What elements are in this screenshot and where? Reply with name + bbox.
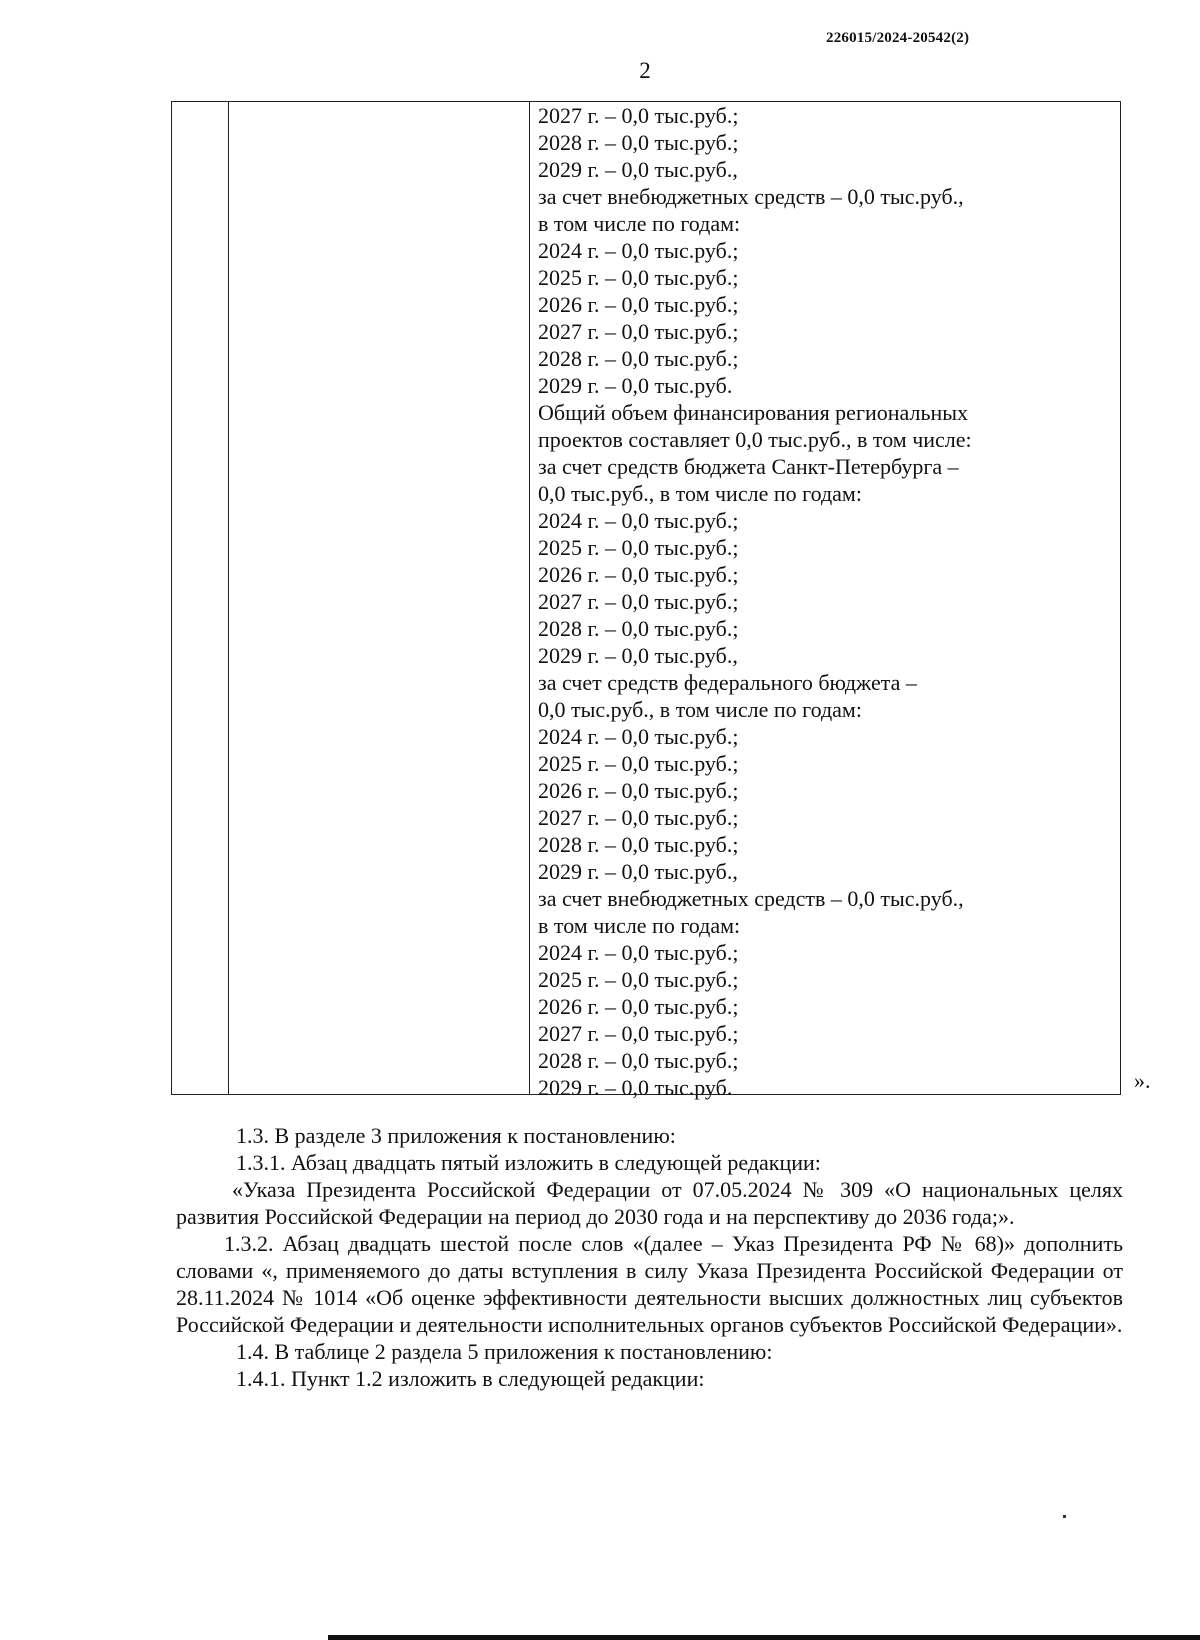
table-cell-line: 2028 г. – 0,0 тыс.руб.;	[538, 832, 739, 857]
table-column-divider-1	[228, 102, 229, 1094]
financing-table	[171, 101, 1121, 1100]
table-cell-line: 2026 г. – 0,0 тыс.руб.;	[538, 778, 739, 803]
closing-quote: ».	[1134, 1068, 1151, 1093]
table-cell-line: 2028 г. – 0,0 тыс.руб.;	[538, 130, 739, 155]
table-cell-line: 2029 г. – 0,0 тыс.руб.	[538, 1075, 733, 1100]
financing-table-cell	[538, 102, 1118, 1101]
table-cell-line: 2026 г. – 0,0 тыс.руб.;	[538, 562, 739, 587]
table-cell-line: 2028 г. – 0,0 тыс.руб.;	[538, 1048, 739, 1073]
table-cell-line: 0,0 тыс.руб., в том числе по годам:	[538, 697, 862, 722]
table-cell-line: в том числе по годам:	[538, 913, 741, 938]
table-column-divider-2	[529, 102, 530, 1094]
paragraph-1-3-1: 1.3.1. Абзац двадцать пятый изложить в следующей редакции:	[236, 1150, 821, 1175]
table-cell-line: 2027 г. – 0,0 тыс.руб.;	[538, 589, 739, 614]
table-cell-line: 2029 г. – 0,0 тыс.руб.,	[538, 157, 738, 182]
page-number: 2	[639, 58, 651, 83]
paragraph-1-3: 1.3. В разделе 3 приложения к постановлению:	[236, 1123, 676, 1148]
table-cell-line: за счет внебюджетных средств – 0,0 тыс.руб.,	[538, 886, 964, 911]
table-cell-line: 2024 г. – 0,0 тыс.руб.;	[538, 724, 739, 749]
document-registration-number: 226015/2024-20542(2)	[826, 30, 970, 46]
table-cell-line: 2024 г. – 0,0 тыс.руб.;	[538, 508, 739, 533]
table-cell-line: 2028 г. – 0,0 тыс.руб.;	[538, 616, 739, 641]
table-cell-line: проектов составляет 0,0 тыс.руб., в том числе:	[538, 427, 972, 452]
table-cell-line: 2024 г. – 0,0 тыс.руб.;	[538, 238, 739, 263]
paragraph-1-4: 1.4. В таблице 2 раздела 5 приложения к постановлению:	[236, 1339, 773, 1364]
table-cell-line: 2027 г. – 0,0 тыс.руб.;	[538, 1021, 739, 1046]
scan-speck	[1063, 1515, 1066, 1518]
table-cell-line: 2026 г. – 0,0 тыс.руб.;	[538, 994, 739, 1019]
paragraph-decree-quote: «Указа Президента Российской Федерации от 07.05.2024 № 309 «О национальных целях развития Российской Федерации на период до 2030 года и на перспективу до 2036 года;».	[176, 1177, 1123, 1229]
table-cell-line: 2029 г. – 0,0 тыс.руб.,	[538, 859, 738, 884]
table-cell-line: 2028 г. – 0,0 тыс.руб.;	[538, 346, 739, 371]
table-cell-line: в том числе по годам:	[538, 211, 741, 236]
table-cell-line: Общий объем финансирования региональных	[538, 400, 969, 425]
table-cell-line: 2025 г. – 0,0 тыс.руб.;	[538, 751, 739, 776]
table-cell-line: 2025 г. – 0,0 тыс.руб.;	[538, 967, 739, 992]
table-cell-line: за счет средств федерального бюджета –	[538, 670, 917, 695]
table-cell-line: за счет внебюджетных средств – 0,0 тыс.руб.,	[538, 184, 964, 209]
table-cell-line: за счет средств бюджета Санкт-Петербурга –	[538, 454, 959, 479]
document-body	[176, 1122, 1123, 1392]
table-cell-line: 2029 г. – 0,0 тыс.руб.,	[538, 643, 738, 668]
paragraph-1-4-1: 1.4.1. Пункт 1.2 изложить в следующей редакции:	[236, 1366, 705, 1391]
paragraph-1-3-2: 1.3.2. Абзац двадцать шестой после слов «(далее – Указ Президента РФ № 68)» дополнить словами «, применяемого до даты вступления в силу Указа Президента Российской Федерации от 28.11.2024 № 1014 «Об оценке эффективности деятельности высших должностных лиц субъектов Российской Федерации и деятельности исполнительных органов субъектов Российской Федерации».	[176, 1231, 1123, 1337]
table-cell-line: 2029 г. – 0,0 тыс.руб.	[538, 373, 733, 398]
table-cell-line: 2027 г. – 0,0 тыс.руб.;	[538, 319, 739, 344]
table-cell-line: 0,0 тыс.руб., в том числе по годам:	[538, 481, 862, 506]
bottom-scan-edge	[328, 1635, 1200, 1640]
table-cell-line: 2027 г. – 0,0 тыс.руб.;	[538, 103, 739, 128]
table-cell-line: 2026 г. – 0,0 тыс.руб.;	[538, 292, 739, 317]
table-cell-line: 2025 г. – 0,0 тыс.руб.;	[538, 535, 739, 560]
table-cell-line: 2027 г. – 0,0 тыс.руб.;	[538, 805, 739, 830]
table-cell-line: 2025 г. – 0,0 тыс.руб.;	[538, 265, 739, 290]
table-cell-line: 2024 г. – 0,0 тыс.руб.;	[538, 940, 739, 965]
